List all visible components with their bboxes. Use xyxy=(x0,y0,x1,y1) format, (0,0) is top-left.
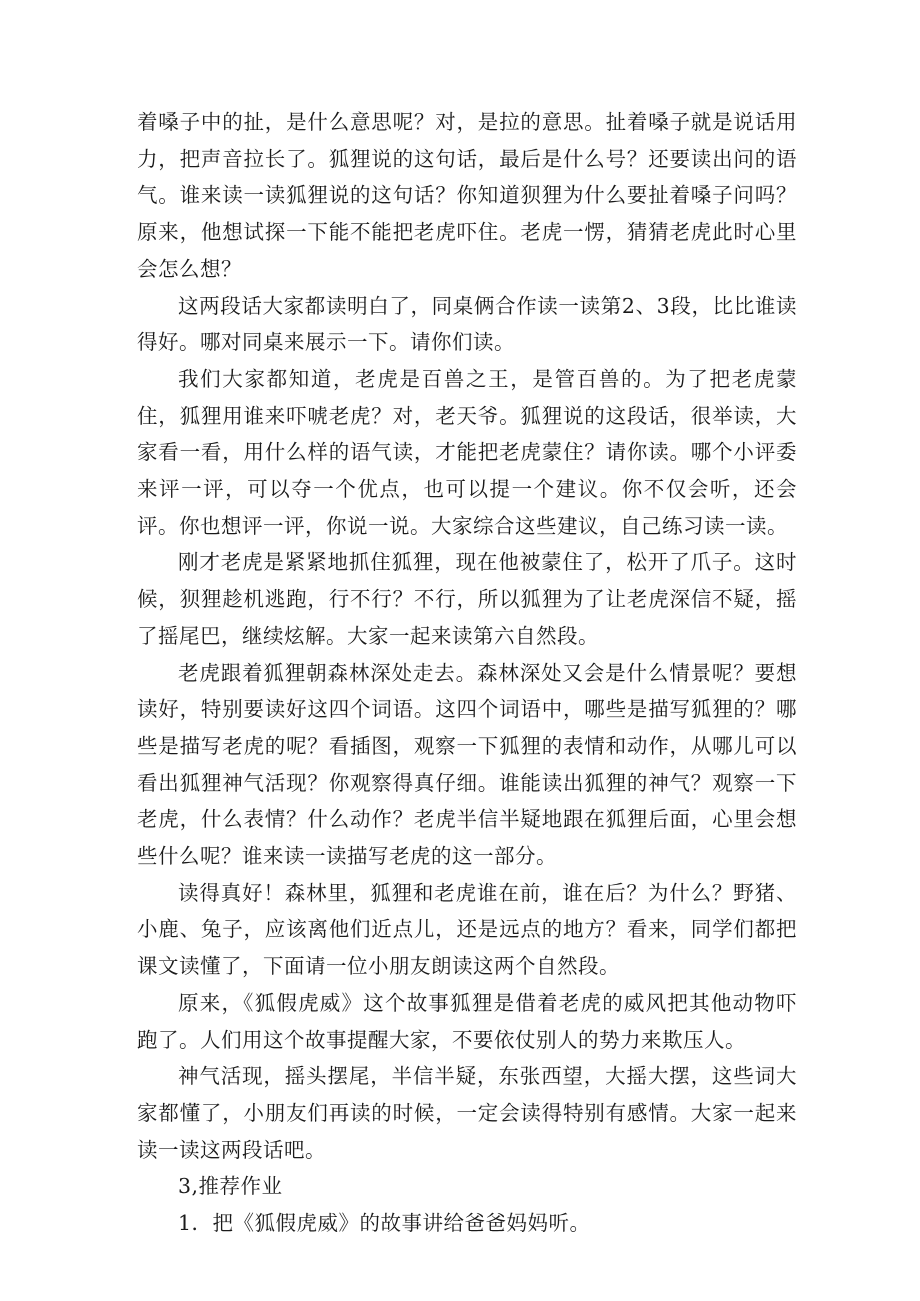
paragraph-7: 原来，《狐假虎威》这个故事狐狸是借着老虎的威风把其他动物吓跑了。人们用这个故事提醒大家，不要依仗别人的势力来欺压人。 xyxy=(137,990,797,1052)
homework-item: 1．把《狐假虎威》的故事讲给爸爸妈妈听。 xyxy=(178,1211,591,1236)
paragraph-2: 这两段话大家都读明白了，同桌俩合作读一读第2、3段，比比谁读得好。哪对同桌来展示一下。请你们读。 xyxy=(137,293,797,355)
paragraph-3: 我们大家都知道，老虎是百兽之王，是管百兽的。为了把老虎蒙住，狐狸用谁来吓唬老虎？对，老天爷。狐狸说的这段话，很举读，大家看一看，用什么样的语气读，才能把老虎蒙住？请你读。哪个小评委来评一评，可以夺一个优点，也可以提一个建议。你不仅会听，还会评。你也想评一评，你说一说。大家综合这些建议，自己练习读一读。 xyxy=(137,366,797,538)
paragraph-4: 刚才老虎是紧紧地抓住狐狸，现在他被蒙住了，松开了爪子。这时候，狈狸趁机逃跑，行不行？不行，所以狐狸为了让老虎深信不疑，摇了摇尾巴，继续炫解。大家一起来读第六自然段。 xyxy=(137,550,797,648)
paragraph-5: 老虎跟着狐狸朝森林深处走去。森林深处又会是什么情景呢？要想读好，特别要读好这四个词语。这四个词语中，哪些是描写狐狸的？哪些是描写老虎的呢？看插图，观察一下狐狸的表情和动作，从哪儿可以看出狐狸神气活现？你观察得真仔细。谁能读出狐狸的神气？观察一下老虎，什么表情？什么动作？老虎半信半疑地跟在狐狸后面，心里会想些什么呢？谁来读一读描写老虎的这一部分。 xyxy=(137,660,797,869)
paragraph-6: 读得真好！森林里，狐狸和老虎谁在前，谁在后？为什么？野猪、小鹿、兔子，应该离他们近点儿，还是远点的地方？看来，同学们都把课文读懂了，下面请一位小朋友朗读这两个自然段。 xyxy=(137,880,797,979)
paragraph-1: 着嗓子中的扯，是什么意思呢？对，是拉的意思。扯着嗓子就是说话用力，把声音拉长了。狐狸说的这句话，最后是什么号？还要读出问的语气。谁来读一读狐狸说的这句话？你知道狈狸为什么要扯着嗓子问吗？原来，他想试探一下能不能把老虎吓住。老虎一愣，猜猜老虎此时心里会怎么想？ xyxy=(137,110,797,281)
paragraph-8: 神气活现，摇头摆尾，半信半疑，东张西望，大摇大摆，这些词大家都懂了，小朋友们再读的时候，一定会读得特别有感情。大家一起来读一读这两段话吧。 xyxy=(137,1064,797,1162)
section-heading: 3,推荐作业 xyxy=(178,1174,283,1199)
document-body xyxy=(137,104,797,1242)
